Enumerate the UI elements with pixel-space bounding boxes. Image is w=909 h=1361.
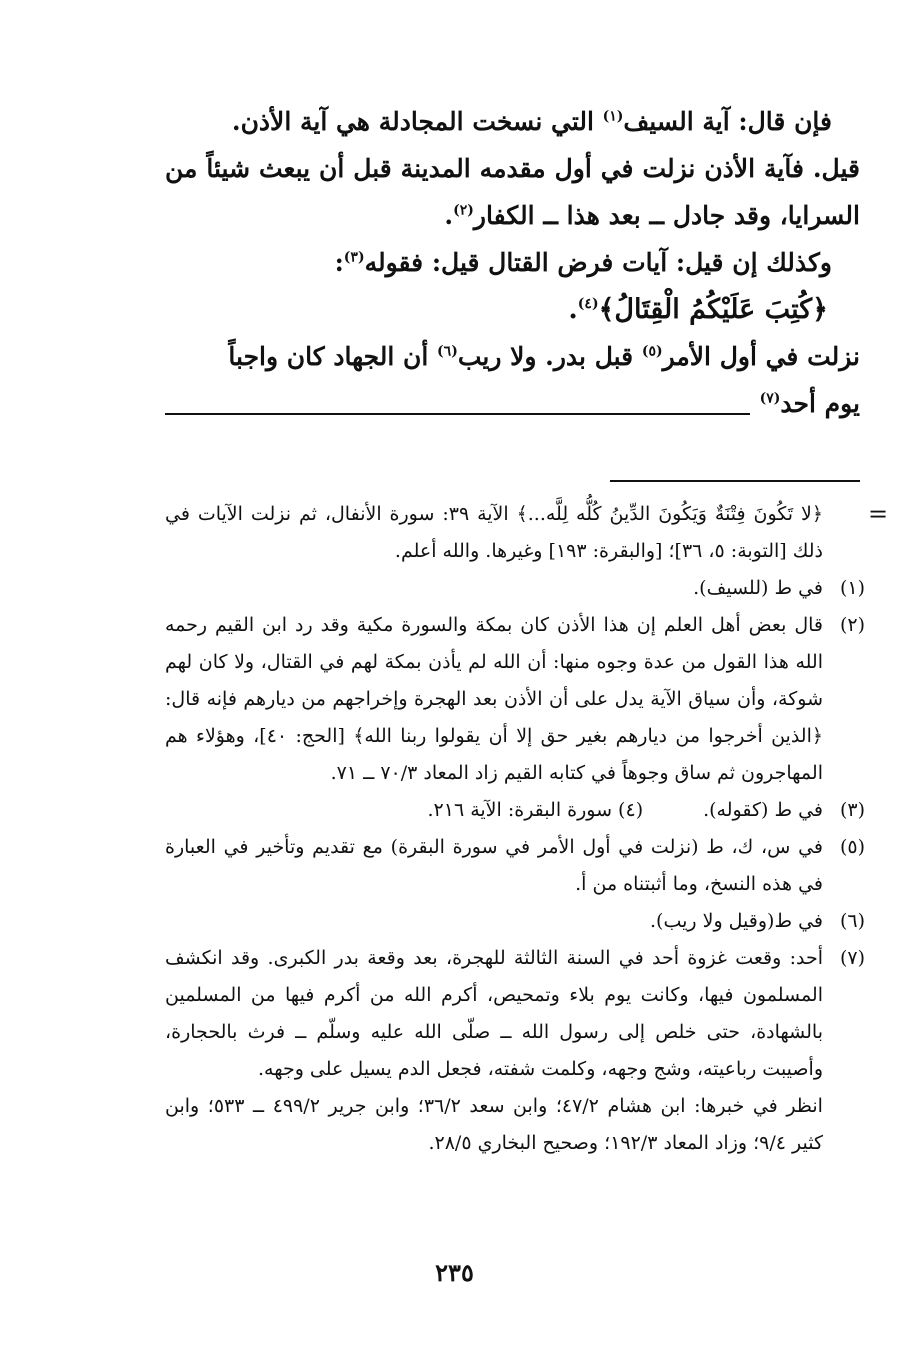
- page-number: ٢٣٥: [435, 1258, 474, 1287]
- footnote-separator: [610, 480, 860, 482]
- paragraph-4: نزلت في أول الأمر$^{(٥)}$ قبل بدر. ولا ريب$^{(٦)}$ أن الجهاد كان واجباً: [228, 342, 860, 371]
- footnote-7-sources: انظر في خبرها: ابن هشام ٤٧/٢؛ وابن سعد ٣٦/٢؛ وابن جرير ٤٩٩/٢ ــ ٥٣٣؛ وابن كثير ٩/٤؛ وزاد المعاد ١٩٢/٣؛ وصحيح البخاري ٢٨/٥.: [165, 1095, 823, 1154]
- footnote-2: (٢) قال بعض أهل العلم إن هذا الأذن كان بمكة والسورة مكية وقد رد ابن القيم رحمه الله هذا القول من عدة وجوه منها: أن الله لم يأذن بمكة لهم في القتال، ولا كان لهم شوكة، وأن سياق الآية يدل على أن الأذن بعد الهجرة وإخراجهم من ديارهم فإنه قال: ﴿الذين أخرجوا من ديارهم بغير حق إلا أن يقولوا ربنا الله﴾ [الحج: ٤٠]، وهؤلاء هم المهاجرون ثم ساق وجوهاً في كتابه القيم زاد المعاد ٧٠/٣ ــ ٧١.: [165, 614, 865, 784]
- footnote-5: (٥) في س، ك، ط (نزلت في أول الأمر في سورة البقرة) مع تقديم وتأخير في العبارة في هذه النسخ، وما أثبتناه من أ.: [165, 836, 865, 895]
- footnote-continuation: ﴿لا تَكُونَ فِتْنَةٌ وَيَكُونَ الدِّينُ كُلُّه لِلَّه...﴾ الآية ٣٩: سورة الأنفال، ثم نزلت الآيات في ذلك [التوبة: ٥، ٣٦]؛ [والبقرة: ١٩٣] وغيرها. والله أعلم.: [165, 503, 823, 562]
- footnote-1: (١) في ط (للسيف).: [693, 577, 865, 599]
- footnotes: [165, 496, 865, 1162]
- paragraph-3: وكذلك إن قيل: آيات فرض القتال قيل: فقوله$^{(٣)}$:: [334, 248, 832, 277]
- main-text: [165, 98, 860, 427]
- footnote-4: (٤): [618, 799, 644, 821]
- quran-verse: ﴿كُتِبَ عَلَيْكُمُ الْقِتَالُ﴾$^{(٤)}$.: [568, 294, 828, 325]
- footnote-3: (٣) في ط (كقوله).(٤) سورة البقرة: الآية ٢١٦.: [427, 799, 865, 821]
- continuation-rule: [165, 413, 750, 415]
- continuation-mark: =: [868, 500, 889, 528]
- paragraph-1: فإن قال: آية السيف$^{(١)}$ التي نسخت المجادلة هي آية الأذن.: [231, 107, 832, 136]
- footnote-7: (٧) أحد: وقعت غزوة أحد في السنة الثالثة للهجرة، بعد وقعة بدر الكبرى. وقد انكشف المسلمون فيها، وكانت يوم بلاء وتمحيص، أكرم الله من أكرم فيها من المسلمين بالشهادة، حتى خلص إلى رسول الله ــ صلّى الله عليه وسلّم ــ فرث بالحجارة، وأصيبت رباعيته، وشج وجهه، وكلمت شفته، فجعل الدم يسيل على وجهه.: [165, 947, 865, 1080]
- paragraph-2: قيل. فآية الأذن نزلت في أول مقدمه المدينة قبل أن يبعث شيئاً من السرايا، وقد جادل ــ بعد هذا ــ الكفار$^{(٢)}$.: [165, 154, 860, 230]
- footnote-6: (٦) في ط(وقيل ولا ريب).: [650, 910, 865, 932]
- paragraph-5: يوم أحد$^{(٧)}$: [165, 380, 860, 427]
